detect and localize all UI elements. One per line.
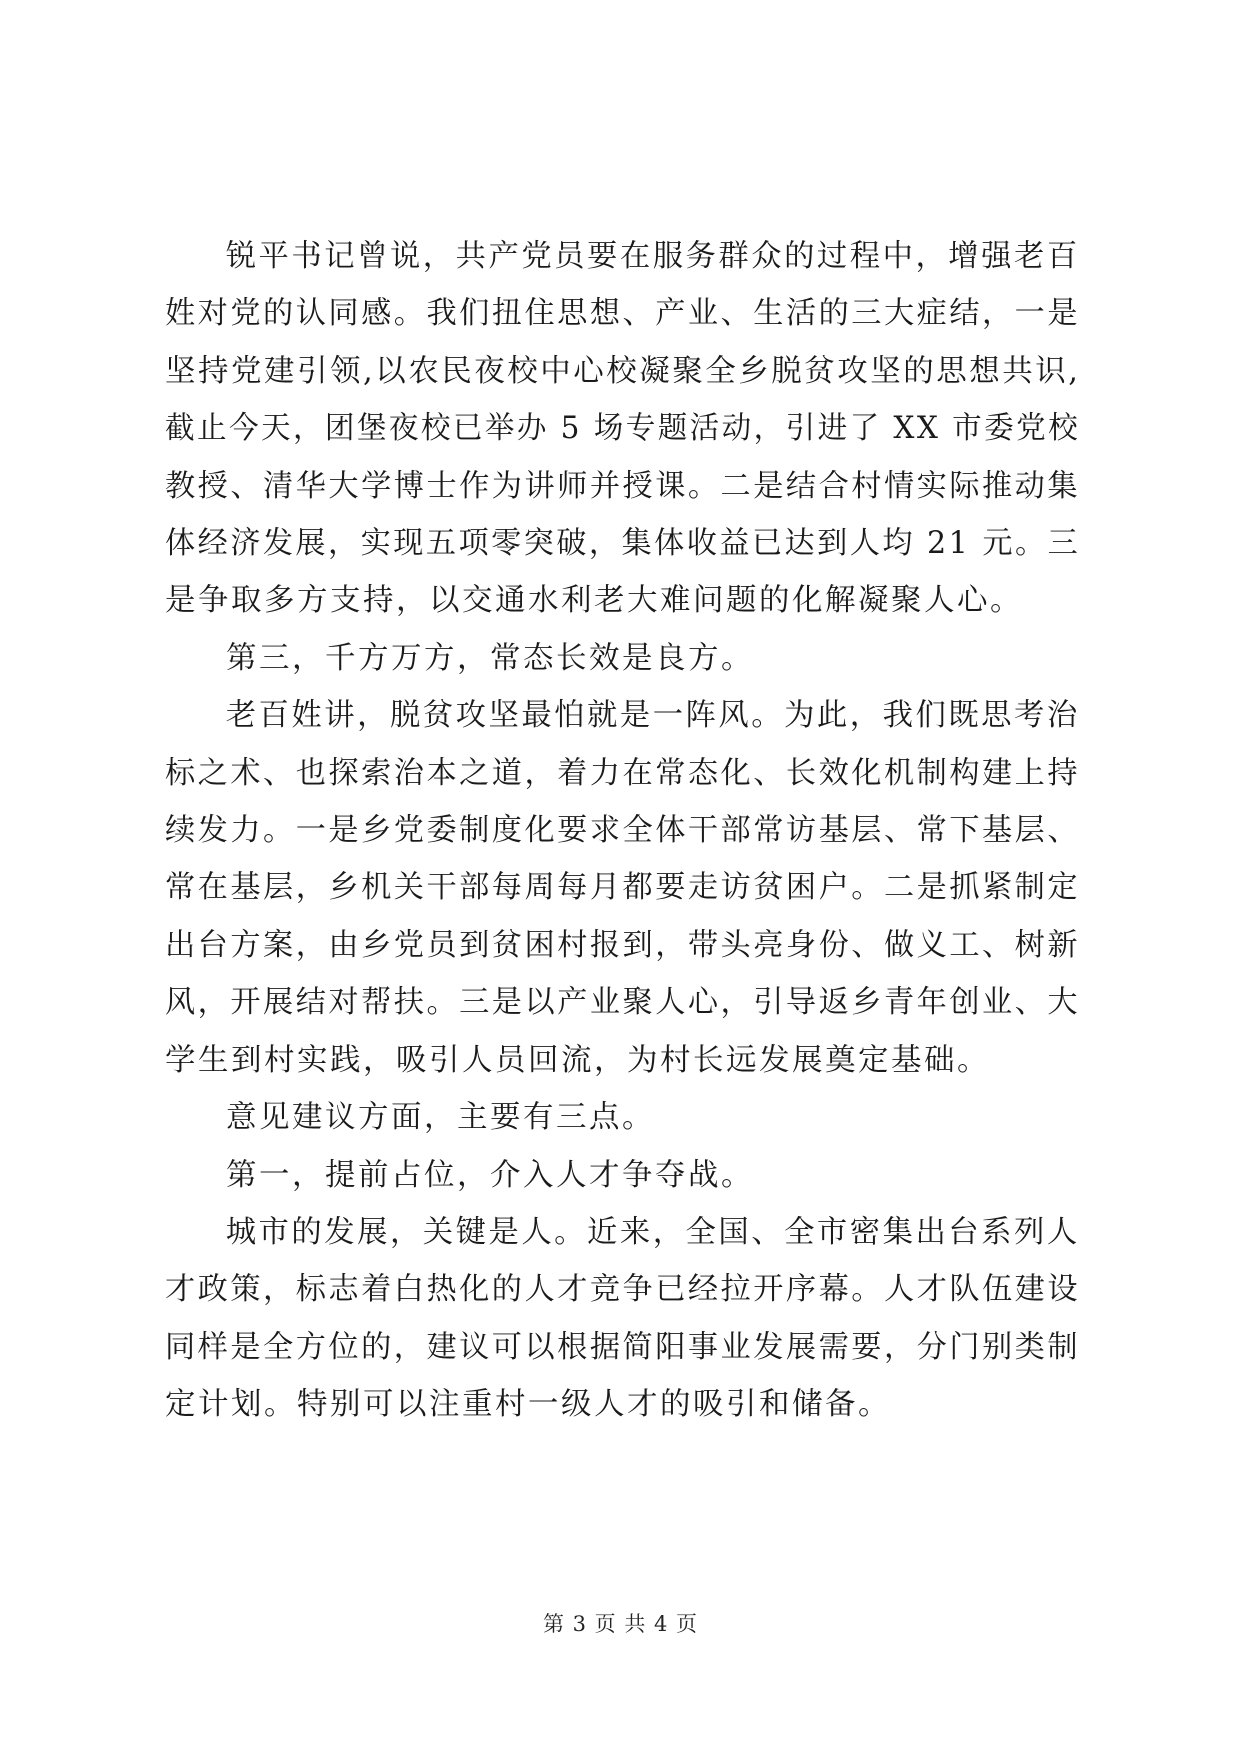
body-text-line: 第三，千方万方，常态长效是良方。 [226, 640, 754, 676]
body-text-line: 锐平书记曾说，共产党员要在服务群众的过程中，增强老百 [225, 239, 1080, 274]
body-text-line: 体经济发展，实现五项零突破，集体收益已达到人均 21 元。三 [165, 526, 1081, 562]
document-body [165, 228, 1080, 1434]
body-text-line: 风，开展结对帮扶。三是以产业聚人心，引导返乡青年创业、大 [165, 985, 1081, 1021]
body-text-line: 第一，提前占位，介入人才争夺战。 [226, 1157, 754, 1193]
body-text-line: 坚持党建引领,以农民夜校中心校凝聚全乡脱贫攻坚的思想共识, [165, 353, 1081, 389]
body-text-line: 续发力。一是乡党委制度化要求全体干部常访基层、常下基层、 [165, 813, 1081, 849]
body-text-line: 是争取多方支持，以交通水利老大难问题的化解凝聚人心。 [165, 583, 1023, 619]
body-text-line: 才政策，标志着白热化的人才竞争已经拉开序幕。人才队伍建设 [165, 1272, 1081, 1308]
body-text-line: 定计划。特别可以注重村一级人才的吸引和储备。 [165, 1387, 891, 1423]
body-text-line: 意见建议方面，主要有三点。 [226, 1100, 655, 1136]
page-footer: 第 3 页 共 4 页 [542, 1612, 699, 1636]
body-text-line: 学生到村实践，吸引人员回流，为村长远发展奠定基础。 [165, 1042, 990, 1078]
body-text-line: 姓对党的认同感。我们扭住思想、产业、生活的三大症结，一是 [165, 296, 1081, 332]
body-text-line: 截止今天，团堡夜校已举办 5 场专题活动，引进了 XX 市委党校 [165, 411, 1081, 447]
body-text-line: 标之术、也探索治本之道，着力在常态化、长效化机制构建上持 [165, 755, 1081, 791]
body-text-line: 同样是全方位的，建议可以根据简阳事业发展需要，分门别类制 [165, 1329, 1081, 1365]
body-text-line: 教授、清华大学博士作为讲师并授课。二是结合村情实际推动集 [165, 468, 1081, 504]
body-text-line: 出台方案，由乡党员到贫困村报到，带头亮身份、做义工、树新 [165, 927, 1081, 963]
body-text-line: 老百姓讲，脱贫攻坚最怕就是一阵风。为此，我们既思考治 [225, 698, 1080, 734]
body-text-line: 常在基层，乡机关干部每周每月都要走访贫困户。二是抓紧制定 [165, 870, 1081, 906]
body-text-line: 城市的发展，关键是人。近来，全国、全市密集出台系列人 [225, 1214, 1080, 1250]
